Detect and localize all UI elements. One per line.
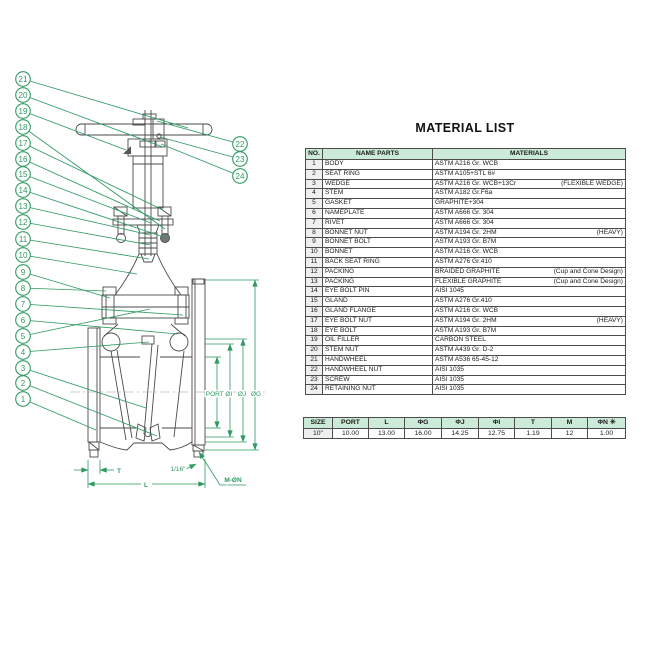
balloon-number-15: 15 xyxy=(18,169,28,179)
balloon-leader-20 xyxy=(23,95,163,147)
balloon-3 xyxy=(16,361,31,376)
material-row xyxy=(306,248,626,258)
material-row-material xyxy=(433,257,626,267)
material-spec: ASTM A666 Gr. 304 xyxy=(435,218,494,226)
balloon-10 xyxy=(16,248,31,263)
material-spec: ASTM A439 Gr. D-2 xyxy=(435,346,494,354)
balloon-20 xyxy=(16,88,31,103)
balloon-number-2: 2 xyxy=(20,378,26,388)
material-row xyxy=(306,316,626,326)
balloon-leader-7 xyxy=(23,304,183,315)
dimension-col-header: T xyxy=(515,418,552,429)
dimension-col-header: PORT xyxy=(333,418,369,429)
material-row-material xyxy=(433,346,626,356)
material-row-no: 1 xyxy=(306,160,323,170)
balloon-21 xyxy=(16,72,31,87)
material-row xyxy=(306,287,626,297)
material-row-material xyxy=(433,365,626,375)
material-note: (FLEXIBLE WEDGE) xyxy=(561,179,623,187)
balloon-19 xyxy=(16,104,31,119)
balloon-leader-5 xyxy=(20,309,150,336)
balloon-8 xyxy=(16,281,31,296)
material-row-material xyxy=(433,160,626,170)
material-row-name: BONNET xyxy=(323,248,433,258)
balloon-number-19: 19 xyxy=(18,106,28,116)
material-row-name: BONNET NUT xyxy=(323,228,433,238)
material-row xyxy=(306,257,626,267)
material-row-no: 8 xyxy=(306,228,323,238)
material-row-name: PACKING xyxy=(323,277,433,287)
dimension-table-header-row xyxy=(304,418,626,429)
material-row xyxy=(306,277,626,287)
material-col-header: MATERIALS xyxy=(433,149,626,160)
material-row-name: GASKET xyxy=(323,199,433,209)
balloon-leader-11 xyxy=(23,239,149,259)
material-row-material xyxy=(433,355,626,365)
balloon-number-5: 5 xyxy=(20,331,26,341)
material-row-no: 6 xyxy=(306,208,323,218)
material-row-name: STEM NUT xyxy=(323,346,433,356)
balloon-11 xyxy=(16,232,31,247)
balloon-number-12: 12 xyxy=(18,217,28,227)
material-row xyxy=(306,306,626,316)
dimension-value: 10" xyxy=(304,428,333,439)
material-row-material xyxy=(433,189,626,199)
material-row-no: 13 xyxy=(306,277,323,287)
dimension-table xyxy=(303,417,626,439)
material-note: (Cup and Cone Design) xyxy=(553,277,623,285)
material-spec: ASTM A216 Gr. WCB xyxy=(435,306,499,314)
material-row-no: 21 xyxy=(306,355,323,365)
material-row-name: OIL FILLER xyxy=(323,336,433,346)
material-spec: AISI 1035 xyxy=(435,375,464,383)
material-list-title: MATERIAL LIST xyxy=(415,121,515,135)
material-row-no: 19 xyxy=(306,336,323,346)
balloon-leader-1 xyxy=(23,399,96,430)
dimension-value: 16.00 xyxy=(405,428,442,439)
material-list-table xyxy=(305,148,626,395)
material-row xyxy=(306,365,626,375)
material-row-material xyxy=(433,385,626,395)
dimension-col-header: ΦJ xyxy=(442,418,479,429)
material-spec: CARBON STEEL xyxy=(435,336,486,344)
balloon-leader-16 xyxy=(23,159,160,221)
balloon-number-22: 22 xyxy=(235,139,245,149)
balloon-number-24: 24 xyxy=(235,171,245,181)
material-spec: FLEXIBLE GRAPHITE xyxy=(435,277,502,285)
material-row-material xyxy=(433,218,626,228)
balloon-17 xyxy=(16,136,31,151)
material-row xyxy=(306,179,626,189)
balloon-leader-2 xyxy=(20,383,157,436)
dim-label-dia-j: ØJ xyxy=(237,391,247,398)
balloon-leader-lines xyxy=(20,79,240,436)
balloon-5 xyxy=(16,329,31,344)
dimension-value: 1.00 xyxy=(588,428,626,439)
material-row-name: BACK SEAT RING xyxy=(323,257,433,267)
material-row-no: 22 xyxy=(306,365,323,375)
material-row xyxy=(306,326,626,336)
material-spec: ASTM A216 Gr. WCB+13Cr xyxy=(435,179,517,187)
material-row xyxy=(306,199,626,209)
material-spec: ASTM A666 Gr. 304 xyxy=(435,208,494,216)
balloon-leader-8 xyxy=(23,288,106,291)
dimension-value: 14.25 xyxy=(442,428,479,439)
material-spec: ASTM A193 Gr. B7M xyxy=(435,238,497,246)
material-row-name: GLAND FLANGE xyxy=(323,306,433,316)
dim-label-t: T xyxy=(117,468,121,475)
material-row-no: 16 xyxy=(306,306,323,316)
material-row-no: 12 xyxy=(306,267,323,277)
material-row xyxy=(306,208,626,218)
material-spec: GRAPHITE+304 xyxy=(435,199,484,207)
dimension-value: 12.75 xyxy=(479,428,515,439)
material-row xyxy=(306,160,626,170)
material-spec: ASTM A276 Gr.410 xyxy=(435,297,492,305)
material-spec: AISI 1035 xyxy=(435,365,464,373)
balloon-number-11: 11 xyxy=(18,234,28,244)
material-row xyxy=(306,375,626,385)
dimension-value: 12 xyxy=(552,428,588,439)
balloon-number-23: 23 xyxy=(235,154,245,164)
balloon-leader-17 xyxy=(23,143,163,210)
material-row-name: RIVET xyxy=(323,218,433,228)
dim-label-raised-face: 1/16" xyxy=(170,466,186,473)
material-row-name: BONNET BOLT xyxy=(323,238,433,248)
material-spec: ASTM A276 Gr.410 xyxy=(435,257,492,265)
material-row-material xyxy=(433,199,626,209)
material-note: (Cup and Cone Design) xyxy=(553,267,623,275)
dimension-col-header: ΦI xyxy=(479,418,515,429)
balloon-6 xyxy=(16,313,31,328)
material-spec: ASTM A194 Gr. 2HM xyxy=(435,228,497,236)
material-row-no: 4 xyxy=(306,189,323,199)
balloon-leader-6 xyxy=(23,320,178,334)
balloon-leader-3 xyxy=(20,368,146,408)
material-row-material xyxy=(433,306,626,316)
balloon-16 xyxy=(16,152,31,167)
material-note: (HEAVY) xyxy=(596,228,623,236)
dimension-col-header: SIZE xyxy=(304,418,333,429)
material-row-name: WEDGE xyxy=(323,179,433,189)
material-row xyxy=(306,297,626,307)
balloon-leader-19 xyxy=(23,111,126,150)
balloon-number-13: 13 xyxy=(18,201,28,211)
balloon-leader-4 xyxy=(23,342,149,352)
material-row xyxy=(306,228,626,238)
balloon-leader-13 xyxy=(23,206,150,235)
material-row-name: EYE BOLT PIN xyxy=(323,287,433,297)
material-row-no: 3 xyxy=(306,179,323,189)
dimension-col-header: ΦG xyxy=(405,418,442,429)
material-row-no: 10 xyxy=(306,248,323,258)
material-row xyxy=(306,346,626,356)
material-row xyxy=(306,355,626,365)
balloon-1 xyxy=(16,392,31,407)
material-row-material xyxy=(433,336,626,346)
balloon-number-6: 6 xyxy=(20,315,26,325)
balloon-23 xyxy=(233,152,248,167)
balloon-leader-9 xyxy=(20,272,110,298)
material-row-no: 20 xyxy=(306,346,323,356)
balloon-15 xyxy=(16,167,31,182)
material-row-no: 11 xyxy=(306,257,323,267)
balloon-number-10: 10 xyxy=(18,250,28,260)
dimension-value: 10.00 xyxy=(333,428,369,439)
dim-label-port-i: PORT ØI xyxy=(205,391,233,398)
material-row-material xyxy=(433,297,626,307)
material-col-header: NO. xyxy=(306,149,323,160)
material-row-no: 14 xyxy=(306,287,323,297)
material-spec: ASTM A216 Gr. WCB xyxy=(435,160,499,167)
material-row-no: 24 xyxy=(306,385,323,395)
balloon-callouts xyxy=(16,72,248,407)
balloon-4 xyxy=(16,345,31,360)
balloon-number-14: 14 xyxy=(18,185,28,195)
balloon-number-3: 3 xyxy=(20,363,26,373)
material-row-no: 9 xyxy=(306,238,323,248)
material-row-name: STEM xyxy=(323,189,433,199)
dimension-value: 1.19 xyxy=(515,428,552,439)
material-row-material xyxy=(433,326,626,336)
dimension-col-header: ΦN ✳ xyxy=(588,418,626,429)
material-spec: ASTM A182 Gr.F6a xyxy=(435,189,493,197)
material-row-material xyxy=(433,169,626,179)
material-row-material xyxy=(433,287,626,297)
material-row-material xyxy=(433,316,626,326)
material-row-material xyxy=(433,248,626,258)
balloon-24 xyxy=(233,169,248,184)
material-row-name: RETAINING NUT xyxy=(323,385,433,395)
balloon-number-18: 18 xyxy=(18,122,28,132)
material-spec: BRAIDED GRAPHITE xyxy=(435,267,500,275)
balloon-number-8: 8 xyxy=(20,283,26,293)
balloon-number-20: 20 xyxy=(18,90,28,100)
material-col-header: NAME PARTS xyxy=(323,149,433,160)
material-row xyxy=(306,189,626,199)
balloon-9 xyxy=(16,265,31,280)
balloon-number-16: 16 xyxy=(18,154,28,164)
oil-filler xyxy=(123,146,131,154)
material-row-name: PACKING xyxy=(323,267,433,277)
material-row-material xyxy=(433,208,626,218)
material-row-material xyxy=(433,228,626,238)
balloon-number-4: 4 xyxy=(20,347,26,357)
balloon-leader-10 xyxy=(23,255,137,274)
material-row-name: HANDWHEEL NUT xyxy=(323,365,433,375)
dimension-table-data-row xyxy=(304,428,626,439)
balloon-22 xyxy=(233,137,248,152)
balloon-2 xyxy=(16,376,31,391)
balloon-12 xyxy=(16,215,31,230)
material-row-name: GLAND xyxy=(323,297,433,307)
material-list-header-row xyxy=(306,149,626,160)
material-row-no: 5 xyxy=(306,199,323,209)
material-row-name: BODY xyxy=(323,160,433,170)
material-spec: AISI 1045 xyxy=(435,287,464,295)
material-spec: AISI 1035 xyxy=(435,385,464,393)
material-spec: ASTM A105+STL 6# xyxy=(435,169,496,177)
material-row-name: EYE BOLT xyxy=(323,326,433,336)
material-row xyxy=(306,267,626,277)
balloon-number-7: 7 xyxy=(20,299,26,309)
material-row-name: EYE BOLT NUT xyxy=(323,316,433,326)
material-row-no: 23 xyxy=(306,375,323,385)
material-row-name: SEAT RING xyxy=(323,169,433,179)
material-row xyxy=(306,238,626,248)
material-spec: ASTM A216 Gr. WCB xyxy=(435,248,499,256)
material-note: (HEAVY) xyxy=(596,316,623,324)
balloon-18 xyxy=(16,120,31,135)
dimension-col-header: L xyxy=(369,418,405,429)
material-row xyxy=(306,169,626,179)
material-row-name: SCREW xyxy=(323,375,433,385)
dim-label-l: L xyxy=(144,482,148,489)
material-row-name: HANDWHEEL xyxy=(323,355,433,365)
material-spec: ASTM A536 65-45-12 xyxy=(435,355,499,363)
balloon-number-17: 17 xyxy=(18,138,28,148)
material-row xyxy=(306,336,626,346)
balloon-leader-24 xyxy=(161,144,240,176)
material-row-material xyxy=(433,267,626,277)
balloon-13 xyxy=(16,199,31,214)
material-row-material xyxy=(433,375,626,385)
material-row-no: 17 xyxy=(306,316,323,326)
material-spec: ASTM A194 Gr. 2HM xyxy=(435,316,497,324)
material-row-no: 2 xyxy=(306,169,323,179)
material-row-no: 7 xyxy=(306,218,323,228)
material-spec: ASTM A193 Gr. B7M xyxy=(435,326,497,334)
balloon-number-21: 21 xyxy=(18,74,28,84)
material-row xyxy=(306,385,626,395)
material-row xyxy=(306,218,626,228)
balloon-14 xyxy=(16,183,31,198)
material-row-name: NAMEPLATE xyxy=(323,208,433,218)
balloon-number-9: 9 xyxy=(20,267,26,277)
dimension-col-header: M xyxy=(552,418,588,429)
balloon-number-1: 1 xyxy=(20,394,26,404)
material-row-material xyxy=(433,179,626,189)
balloon-leader-15 xyxy=(23,174,151,223)
dimension-value: 13.00 xyxy=(369,428,405,439)
material-row-no: 18 xyxy=(306,326,323,336)
dim-label-m-dn: M-ØN xyxy=(224,477,242,484)
dim-label-dia-g: ØG xyxy=(250,391,262,398)
material-row-no: 15 xyxy=(306,297,323,307)
material-row-material xyxy=(433,277,626,287)
material-row-material xyxy=(433,238,626,248)
balloon-7 xyxy=(16,297,31,312)
